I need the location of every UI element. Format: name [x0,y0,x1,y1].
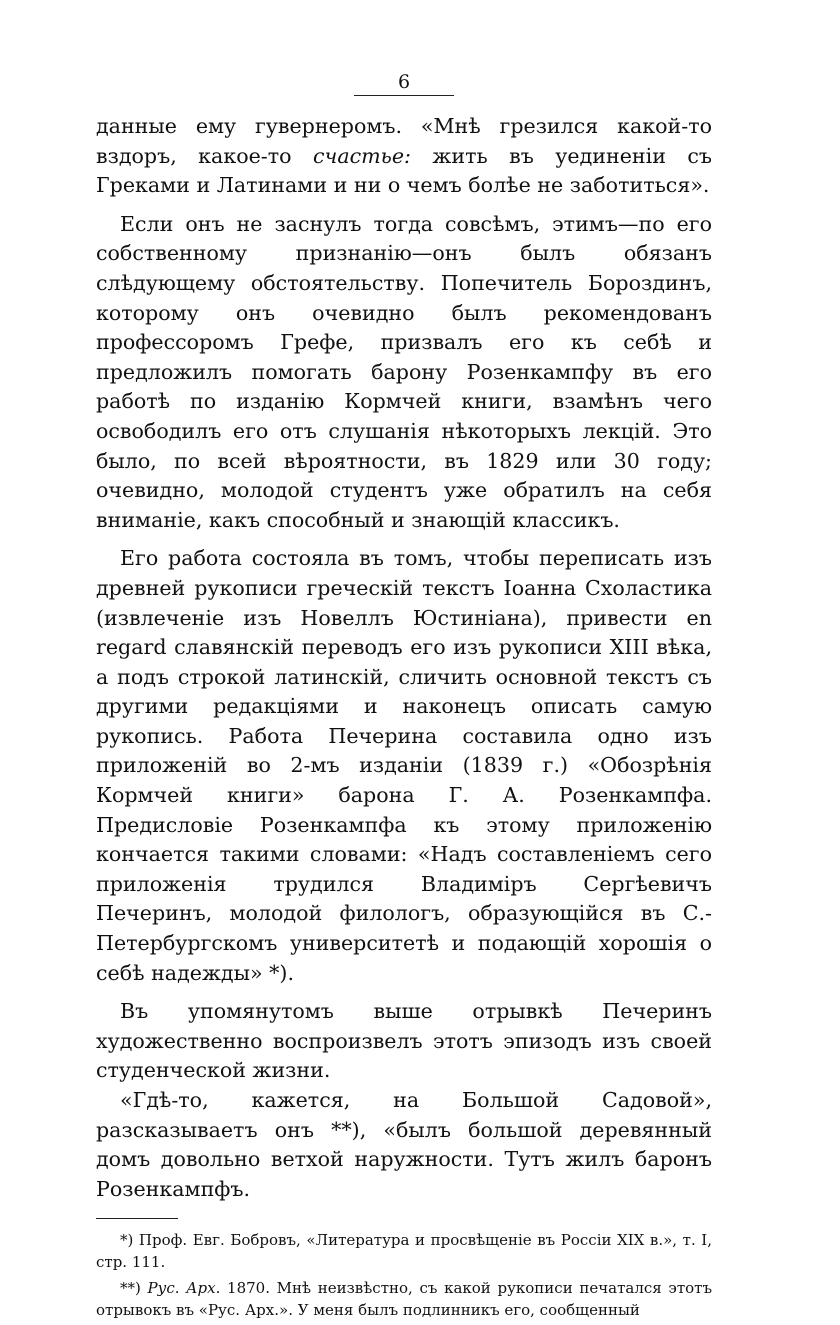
paragraph-4: Въ упомянутомъ выше отрывкѣ Печеринъ художественно воспроизвелъ этотъ эпизодъ изъ своей студенческой жизни. [96,999,712,1083]
paragraph-3: Его работа состояла въ томъ, чтобы переписать изъ древней рукописи греческій текстъ Іоанна Схоластика (извлеченіе изъ Новеллъ Юстиніана), привести en regard славянскій переводъ его изъ рукописи XIII вѣка, а подъ строкой латинскій, сличить основной текстъ съ другими редакціями и наконецъ описать самую рукопись. Работа Печерина составила одно изъ приложеній во 2-мъ изданіи (1839 г.) «Обозрѣнія Кормчей книги» барона Г. А. Розенкампфа. Предисловіе Розенкампфа къ этому приложенію кончается такими словами: «Надъ составленіемъ сего приложенія трудился Владиміръ Сергѣевичъ Печеринъ, молодой филологъ, образующійся въ С.-Петербургскомъ университетѣ и подающій хорошія о себѣ надежды» *). [96,546,712,985]
footnote-1: *) Проф. Евг. Бобровъ, «Литература и просвѣщеніе въ Россіи XIX в.», т. I, стр. 111. [96,1231,712,1272]
body-text [96,112,712,1204]
emphasized-word: счастье: [312,143,411,168]
footnote-2-marker: **) [120,1279,148,1298]
paragraph-5: «Гдѣ-то, кажется, на Большой Садовой», разсказываетъ онъ **), «былъ большой деревянный домъ довольно ветхой наружности. Тутъ жилъ баронъ Розенкампфъ. [96,1088,712,1201]
footnotes [96,1229,712,1321]
paragraph-1-start: данные ему гувернеромъ. «Мнѣ грезился какой-то вздоръ, какое-то [96,114,712,168]
footnote-2-text: 1870. Мнѣ неизвѣстно, съ какой рукописи печатался этотъ отрывокъ въ «Рус. Арх.». У меня былъ подлинникъ его, сообщенный [96,1279,712,1320]
paragraph-1-end: жить въ уединеніи съ Греками и Латинами и ни о чемъ болѣе не заботиться». [96,143,712,198]
page-number: 6 [354,70,454,96]
paragraph-2: Если онъ не заснулъ тогда совсѣмъ, этимъ—по его собственному признанію—онъ былъ обязанъ слѣдующему обстоятельству. Попечитель Бороздинъ, которому онъ очевидно былъ рекомендованъ профессоромъ Грефе, призвалъ его къ себѣ и предложилъ помогать барону Розенкампфу въ его работѣ по изданію Кормчей книги, взамѣнъ чего освободилъ его отъ слушанія нѣкоторыхъ лекцій. Это было, по всей вѣроятности, въ 1829 или 30 году; очевидно, молодой студентъ уже обратилъ на себя вниманіе, какъ способный и знающій классикъ. [96,211,712,532]
paragraph-1 [96,112,712,201]
footnote-divider [96,1218,178,1219]
page-header [96,70,712,96]
footnote-2-source: Рус. Арх. [147,1279,221,1298]
footnote-2 [96,1277,712,1321]
document-page [96,70,712,1325]
